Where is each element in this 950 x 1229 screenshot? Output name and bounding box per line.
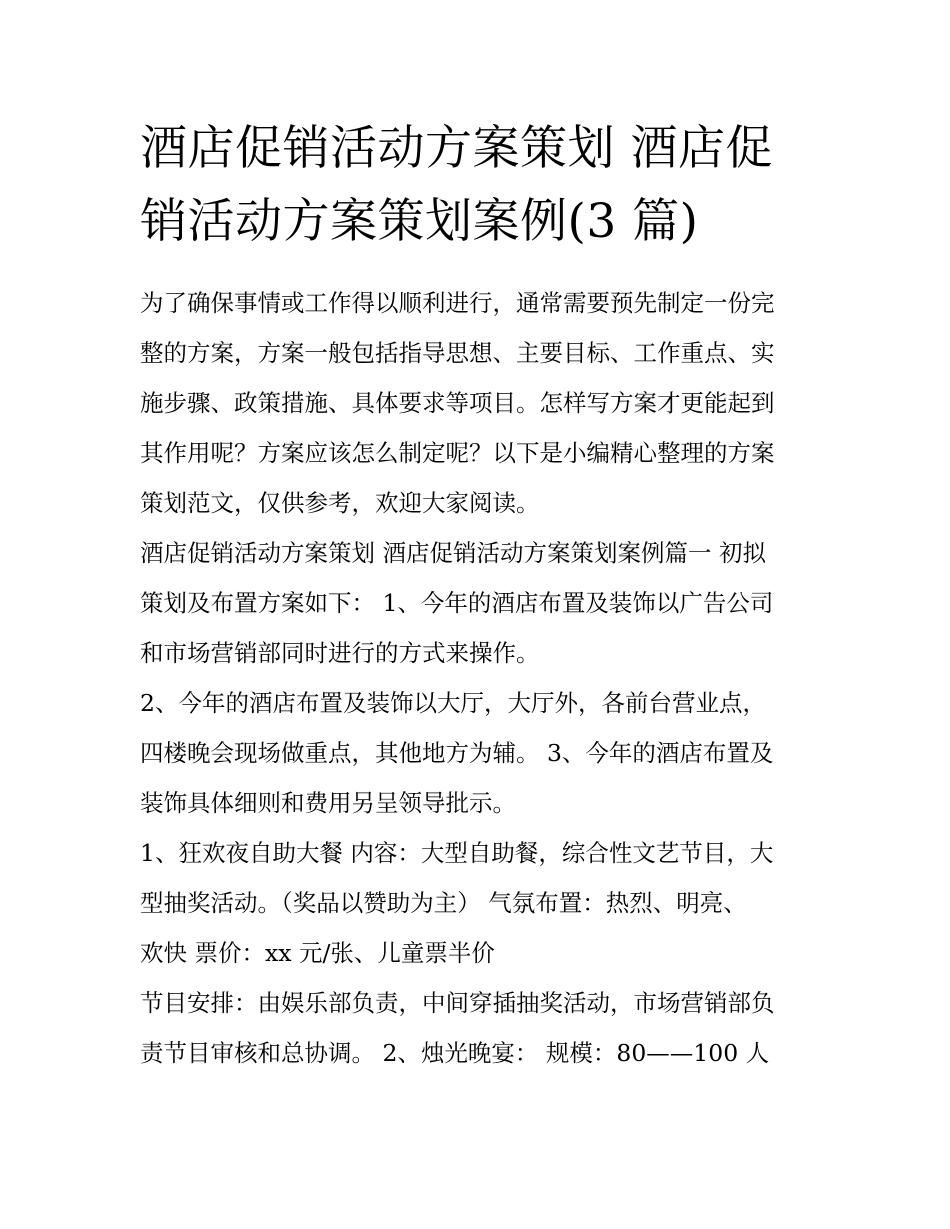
body-line: 装饰具体细则和费用另呈领导批示。	[140, 789, 516, 817]
body-line: 其作用呢？方案应该怎么制定呢？以下是小编精心整理的方案	[140, 439, 775, 467]
title-line-2: 销活动方案策划案例(3 篇)	[140, 194, 699, 249]
title-line-1: 酒店促销活动方案策划 酒店促	[140, 121, 773, 176]
body-line: 为了确保事情或工作得以顺利进行，通常需要预先制定一份完	[140, 289, 775, 317]
body-line: 节目安排：由娱乐部负责，中间穿插抽奖活动，市场营销部负	[140, 989, 775, 1017]
document-title	[140, 112, 820, 258]
body-line: 整的方案，方案一般包括指导思想、主要目标、工作重点、实	[140, 339, 775, 367]
body-line: 1、狂欢夜自助大餐 内容：大型自助餐，综合性文艺节目，大	[140, 839, 774, 867]
body-line: 施步骤、政策措施、具体要求等项目。怎样写方案才更能起到	[140, 389, 775, 417]
body-line: 型抽奖活动。（奖品以赞助为主） 气氛布置：热烈、明亮、	[140, 889, 747, 917]
body-line: 欢快 票价：xx 元/张、儿童票半价	[140, 939, 495, 967]
body-line: 责节目审核和总协调。 2、烛光晚宴： 规模：80——100 人	[140, 1039, 770, 1067]
body-line: 和市场营销部同时进行的方式来操作。	[140, 639, 540, 667]
body-line: 酒店促销活动方案策划 酒店促销活动方案策划案例篇一 初拟	[140, 539, 766, 567]
body-line: 2、今年的酒店布置及装饰以大厅，大厅外，各前台营业点，	[140, 689, 766, 717]
body-line: 策划及布置方案如下： 1、今年的酒店布置及装饰以广告公司	[140, 589, 774, 617]
document-body	[140, 278, 820, 1078]
body-line: 四楼晚会现场做重点，其他地方为辅。 3、今年的酒店布置及	[140, 739, 774, 767]
body-line: 策划范文，仅供参考，欢迎大家阅读。	[140, 489, 540, 517]
